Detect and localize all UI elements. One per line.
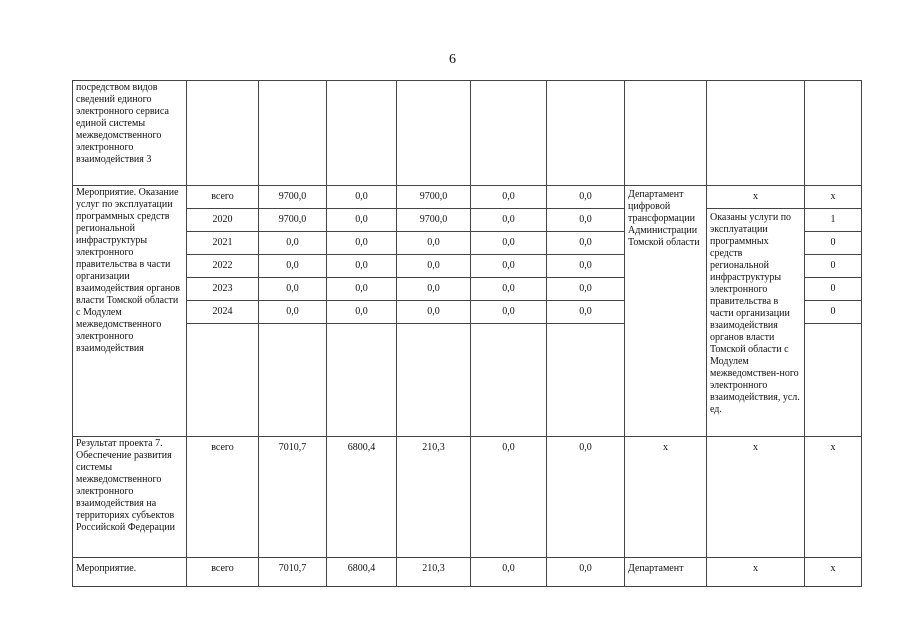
value-cell: 0,0 — [547, 186, 625, 209]
total-cell: 0,0 — [259, 232, 327, 255]
year-cell: всего — [187, 558, 259, 587]
value-cell: 6800,4 — [327, 558, 397, 587]
table-row — [73, 186, 862, 209]
value-cell: 0,0 — [397, 278, 471, 301]
indicator-cell: х — [707, 558, 805, 587]
total-cell: 0,0 — [259, 301, 327, 324]
total-cell: 0,0 — [259, 278, 327, 301]
table-row — [73, 558, 862, 587]
value-cell: 9700,0 — [397, 209, 471, 232]
activity-description: Мероприятие. — [73, 558, 187, 587]
value-cell: 0,0 — [471, 186, 547, 209]
total-cell: 0,0 — [259, 255, 327, 278]
value-cell: 0,0 — [327, 301, 397, 324]
year-cell: 2023 — [187, 278, 259, 301]
value-cell: 0,0 — [327, 255, 397, 278]
total-cell: 9700,0 — [259, 186, 327, 209]
indicator-value: х — [805, 186, 862, 209]
value-cell: 0,0 — [397, 232, 471, 255]
indicator-value: 1 — [805, 209, 862, 232]
page-number: 6 — [449, 52, 456, 67]
value-cell: 6800,4 — [327, 437, 397, 558]
indicator-value: 0 — [805, 301, 862, 324]
department-cell: Департамент цифровой трансформации Администрации Томской области — [625, 186, 707, 437]
department-cell: х — [625, 437, 707, 558]
value-cell: 0,0 — [471, 437, 547, 558]
table-row — [73, 437, 862, 558]
value-cell: 0,0 — [547, 232, 625, 255]
value-cell: 0,0 — [547, 209, 625, 232]
indicator-value: 0 — [805, 255, 862, 278]
value-cell: 0,0 — [471, 255, 547, 278]
department-cell: Департамент — [625, 558, 707, 587]
value-cell: 0,0 — [471, 278, 547, 301]
value-cell: 210,3 — [397, 437, 471, 558]
activity-description: Мероприятие. Оказание услуг по эксплуатации программных средств региональной инфраструктуры электронного правительства в части организации взаимодействия органов власти Томской области с Модулем межведомственного электронного взаимодействия — [73, 186, 187, 437]
total-cell: 7010,7 — [259, 437, 327, 558]
year-cell: всего — [187, 437, 259, 558]
value-cell: 0,0 — [471, 232, 547, 255]
indicator-cell: х — [707, 437, 805, 558]
year-cell: всего — [187, 186, 259, 209]
value-cell: 0,0 — [327, 278, 397, 301]
table-row — [73, 81, 862, 186]
value-cell: 0,0 — [327, 232, 397, 255]
value-cell: 0,0 — [547, 437, 625, 558]
value-cell: 0,0 — [327, 209, 397, 232]
indicator-value: 0 — [805, 278, 862, 301]
budget-table — [72, 80, 862, 587]
indicator-cell: х — [707, 186, 805, 209]
row-description: посредством видов сведений единого электронного сервиса единой системы межведомственного электронного взаимодействия 3 — [73, 81, 187, 186]
value-cell: 0,0 — [327, 186, 397, 209]
indicator-value: 0 — [805, 232, 862, 255]
value-cell: 0,0 — [471, 558, 547, 587]
value-cell: 0,0 — [547, 558, 625, 587]
value-cell: 0,0 — [397, 255, 471, 278]
value-cell: 210,3 — [397, 558, 471, 587]
indicator-value: х — [805, 437, 862, 558]
year-cell: 2022 — [187, 255, 259, 278]
value-cell: 0,0 — [471, 209, 547, 232]
year-cell: 2021 — [187, 232, 259, 255]
value-cell: 9700,0 — [397, 186, 471, 209]
total-cell: 9700,0 — [259, 209, 327, 232]
value-cell: 0,0 — [547, 278, 625, 301]
table-row — [73, 209, 862, 232]
year-cell: 2024 — [187, 301, 259, 324]
value-cell: 0,0 — [547, 255, 625, 278]
total-cell: 7010,7 — [259, 558, 327, 587]
value-cell: 0,0 — [471, 301, 547, 324]
year-cell: 2020 — [187, 209, 259, 232]
value-cell: 0,0 — [397, 301, 471, 324]
indicator-name: Оказаны услуги по эксплуатации программных средств региональной инфраструктуры электронного правительства в части организации взаимодействия органов власти Томской области с Модулем межведомствен-ного электронного взаимодействия, усл. ед. — [707, 209, 805, 437]
indicator-value: х — [805, 558, 862, 587]
result-description: Результат проекта 7. Обеспечение развития системы межведомственного электронного взаимодействия на территориях субъектов Российской Федерации — [73, 437, 187, 558]
value-cell: 0,0 — [547, 301, 625, 324]
